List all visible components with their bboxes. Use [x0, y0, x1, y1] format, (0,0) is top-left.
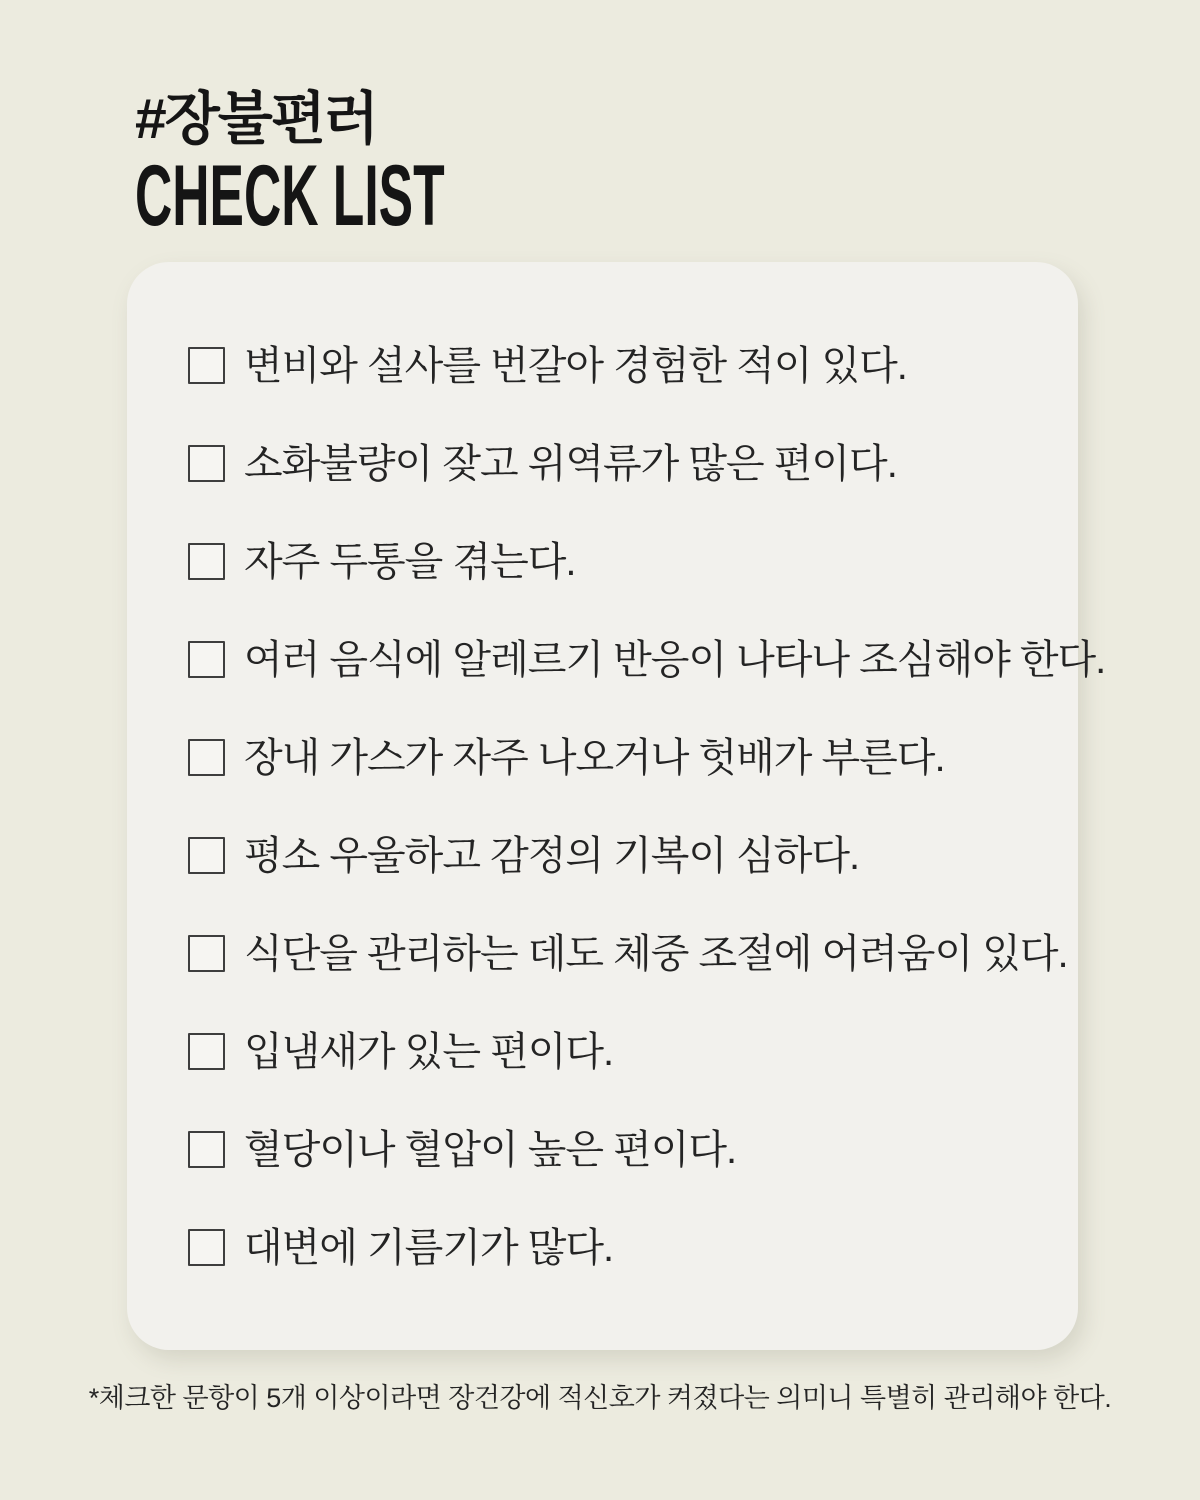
checklist-item-label: 여러 음식에 알레르기 반응이 나타나 조심해야 한다.	[244, 637, 1106, 682]
checklist-item-label: 변비와 설사를 번갈아 경험한 적이 있다.	[244, 343, 907, 388]
checkbox-icon[interactable]	[188, 543, 225, 580]
checklist-item-label: 혈당이나 혈압이 높은 편이다.	[244, 1127, 737, 1172]
checkbox-icon[interactable]	[188, 935, 225, 972]
page-title: CHECK LIST	[135, 147, 445, 244]
checklist-item	[188, 343, 1028, 388]
checklist-card	[127, 262, 1106, 1350]
footnote-text: *체크한 문항이 5개 이상이라면 장건강에 적신호가 켜졌다는 의미니 특별히 관리해야 한다.	[88, 1383, 1112, 1413]
hashtag-label: #장불편러	[135, 87, 377, 151]
checklist-item	[188, 735, 1028, 780]
checkbox-icon[interactable]	[188, 1033, 225, 1070]
checklist-item-label: 대변에 기름기가 많다.	[244, 1225, 614, 1270]
header	[135, 87, 651, 244]
checklist-item	[188, 1127, 1028, 1172]
checkbox-icon[interactable]	[188, 445, 225, 482]
checklist-item	[188, 1225, 1028, 1270]
checklist-item-label: 장내 가스가 자주 나오거나 헛배가 부른다.	[244, 735, 945, 780]
checklist-item-label: 평소 우울하고 감정의 기복이 심하다.	[244, 833, 860, 878]
checklist-item	[188, 441, 1028, 486]
checklist-item	[188, 931, 1068, 976]
checkbox-icon[interactable]	[188, 1229, 225, 1266]
checklist-item	[188, 637, 1106, 682]
checklist-item-label: 입냄새가 있는 편이다.	[244, 1029, 614, 1074]
checkbox-icon[interactable]	[188, 837, 225, 874]
checklist-item	[188, 539, 1028, 584]
checkbox-icon[interactable]	[188, 347, 225, 384]
checkbox-icon[interactable]	[188, 641, 225, 678]
checklist-item-label: 자주 두통을 겪는다.	[244, 539, 576, 584]
checkbox-icon[interactable]	[188, 739, 225, 776]
checklist-item	[188, 1029, 1028, 1074]
checklist-item	[188, 833, 1028, 878]
checklist-item-label: 소화불량이 잦고 위역류가 많은 편이다.	[244, 441, 897, 486]
checklist-item-label: 식단을 관리하는 데도 체중 조절에 어려움이 있다.	[244, 931, 1068, 976]
checkbox-icon[interactable]	[188, 1131, 225, 1168]
